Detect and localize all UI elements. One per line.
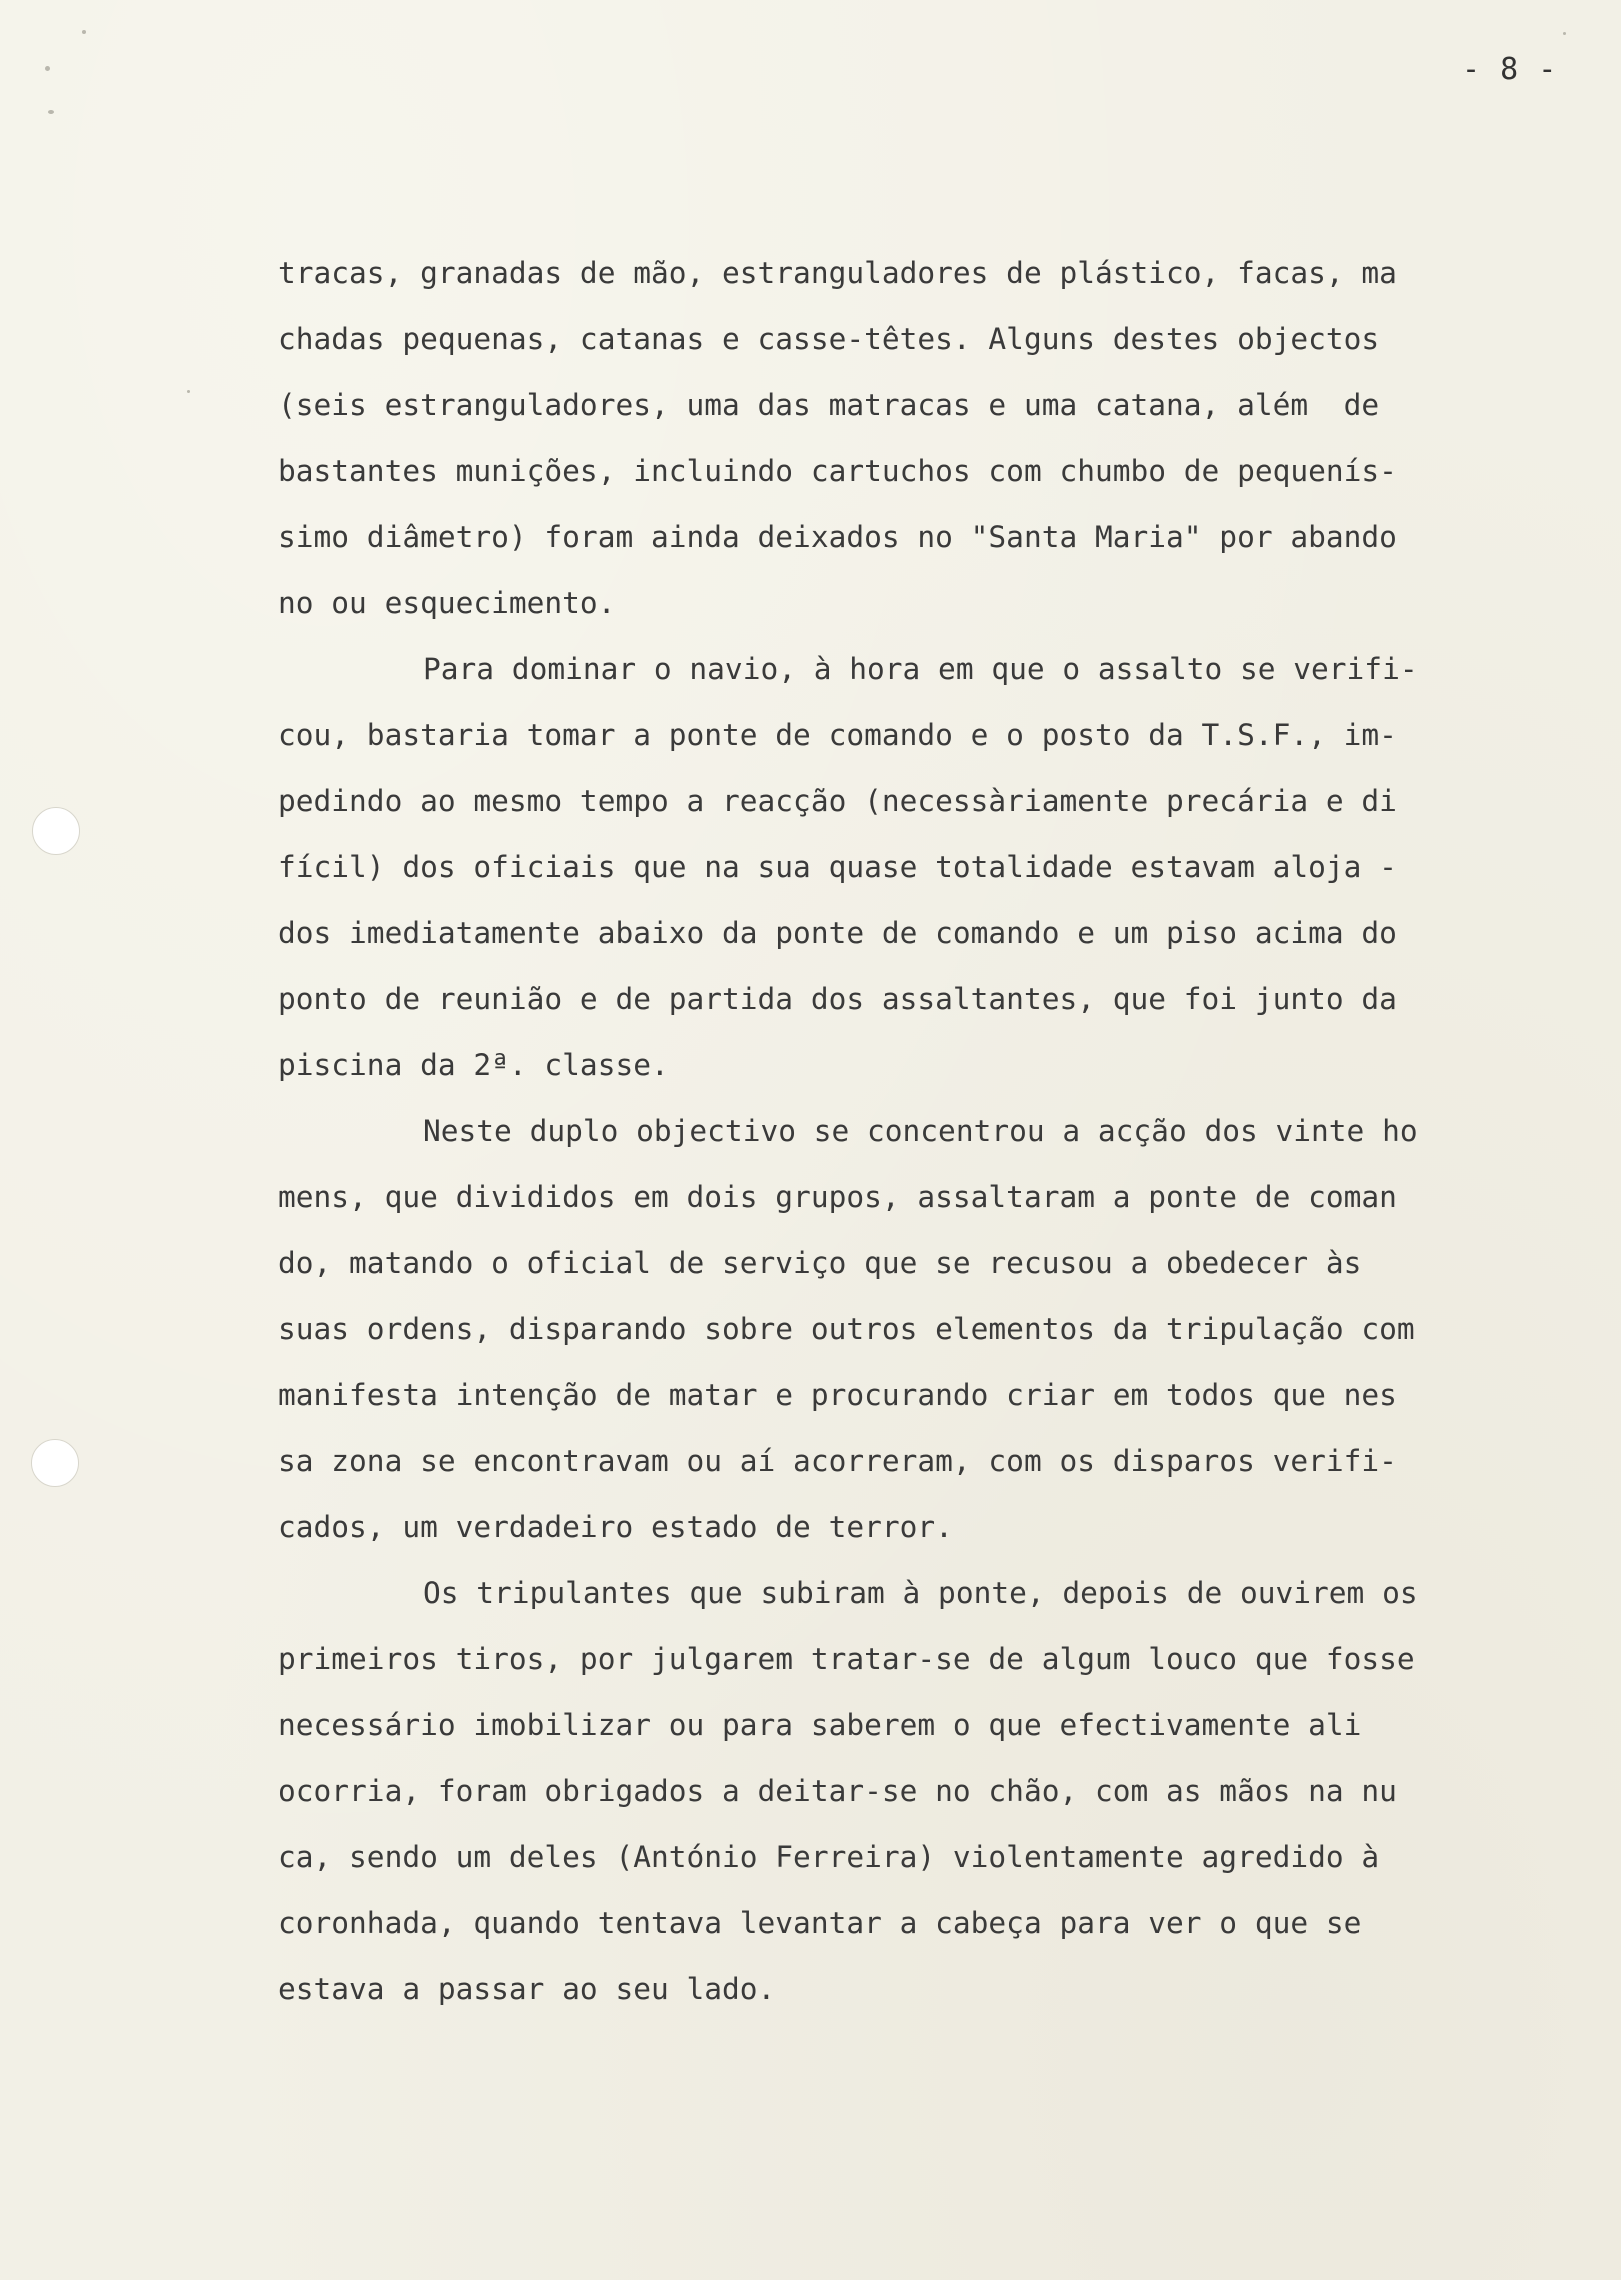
punch-hole-upper: [32, 807, 80, 855]
text-line: necessário imobilizar ou para saberem o que efectivamente ali: [278, 1708, 1362, 1742]
text-line: Neste duplo objectivo se concentrou a acção dos vinte ho: [423, 1114, 1418, 1148]
body-text: [278, 240, 1578, 2022]
text-line: mens, que divididos em dois grupos, assaltaram a ponte de coman: [278, 1180, 1397, 1214]
text-line: (seis estranguladores, uma das matracas e uma catana, além de: [278, 388, 1380, 422]
text-line: Para dominar o navio, à hora em que o assalto se verifi-: [423, 652, 1418, 686]
text-line: fícil) dos oficiais que na sua quase totalidade estavam aloja -: [278, 850, 1397, 884]
paper-speck: [1563, 32, 1566, 35]
text-line: piscina da 2ª. classe.: [278, 1048, 669, 1082]
paper-speck: [48, 110, 54, 114]
text-line: sa zona se encontravam ou aí acorreram, com os disparos verifi-: [278, 1444, 1397, 1478]
text-line: Os tripulantes que subiram à ponte, depois de ouvirem os: [423, 1576, 1418, 1610]
text-line: pedindo ao mesmo tempo a reacção (necessàriamente precária e di: [278, 784, 1397, 818]
page-number: - 8 -: [1462, 52, 1558, 87]
paper-speck: [45, 66, 50, 71]
text-line: chadas pequenas, catanas e casse-têtes. Alguns destes objectos: [278, 322, 1380, 356]
text-line: do, matando o oficial de serviço que se recusou a obedecer às: [278, 1246, 1362, 1280]
text-line: cou, bastaria tomar a ponte de comando e o posto da T.S.F., im-: [278, 718, 1397, 752]
text-line: ponto de reunião e de partida dos assaltantes, que foi junto da: [278, 982, 1397, 1016]
text-line: manifesta intenção de matar e procurando criar em todos que nes: [278, 1378, 1397, 1412]
paper-speck: [82, 30, 86, 34]
text-line: tracas, granadas de mão, estranguladores de plástico, facas, ma: [278, 256, 1397, 290]
text-line: ca, sendo um deles (António Ferreira) violentamente agredido à: [278, 1840, 1380, 1874]
text-line: simo diâmetro) foram ainda deixados no "Santa Maria" por abando: [278, 520, 1397, 554]
text-line: ocorria, foram obrigados a deitar-se no chão, com as mãos na nu: [278, 1774, 1397, 1808]
paper-speck: [187, 390, 190, 393]
text-line: coronhada, quando tentava levantar a cabeça para ver o que se: [278, 1906, 1362, 1940]
text-line: cados, um verdadeiro estado de terror.: [278, 1510, 953, 1544]
text-line: primeiros tiros, por julgarem tratar-se de algum louco que fosse: [278, 1642, 1415, 1676]
text-line: suas ordens, disparando sobre outros elementos da tripulação com: [278, 1312, 1415, 1346]
text-line: no ou esquecimento.: [278, 586, 616, 620]
punch-hole-lower: [31, 1439, 79, 1487]
text-line: bastantes munições, incluindo cartuchos com chumbo de pequenís-: [278, 454, 1397, 488]
text-line: dos imediatamente abaixo da ponte de comando e um piso acima do: [278, 916, 1397, 950]
text-line: estava a passar ao seu lado.: [278, 1972, 776, 2006]
